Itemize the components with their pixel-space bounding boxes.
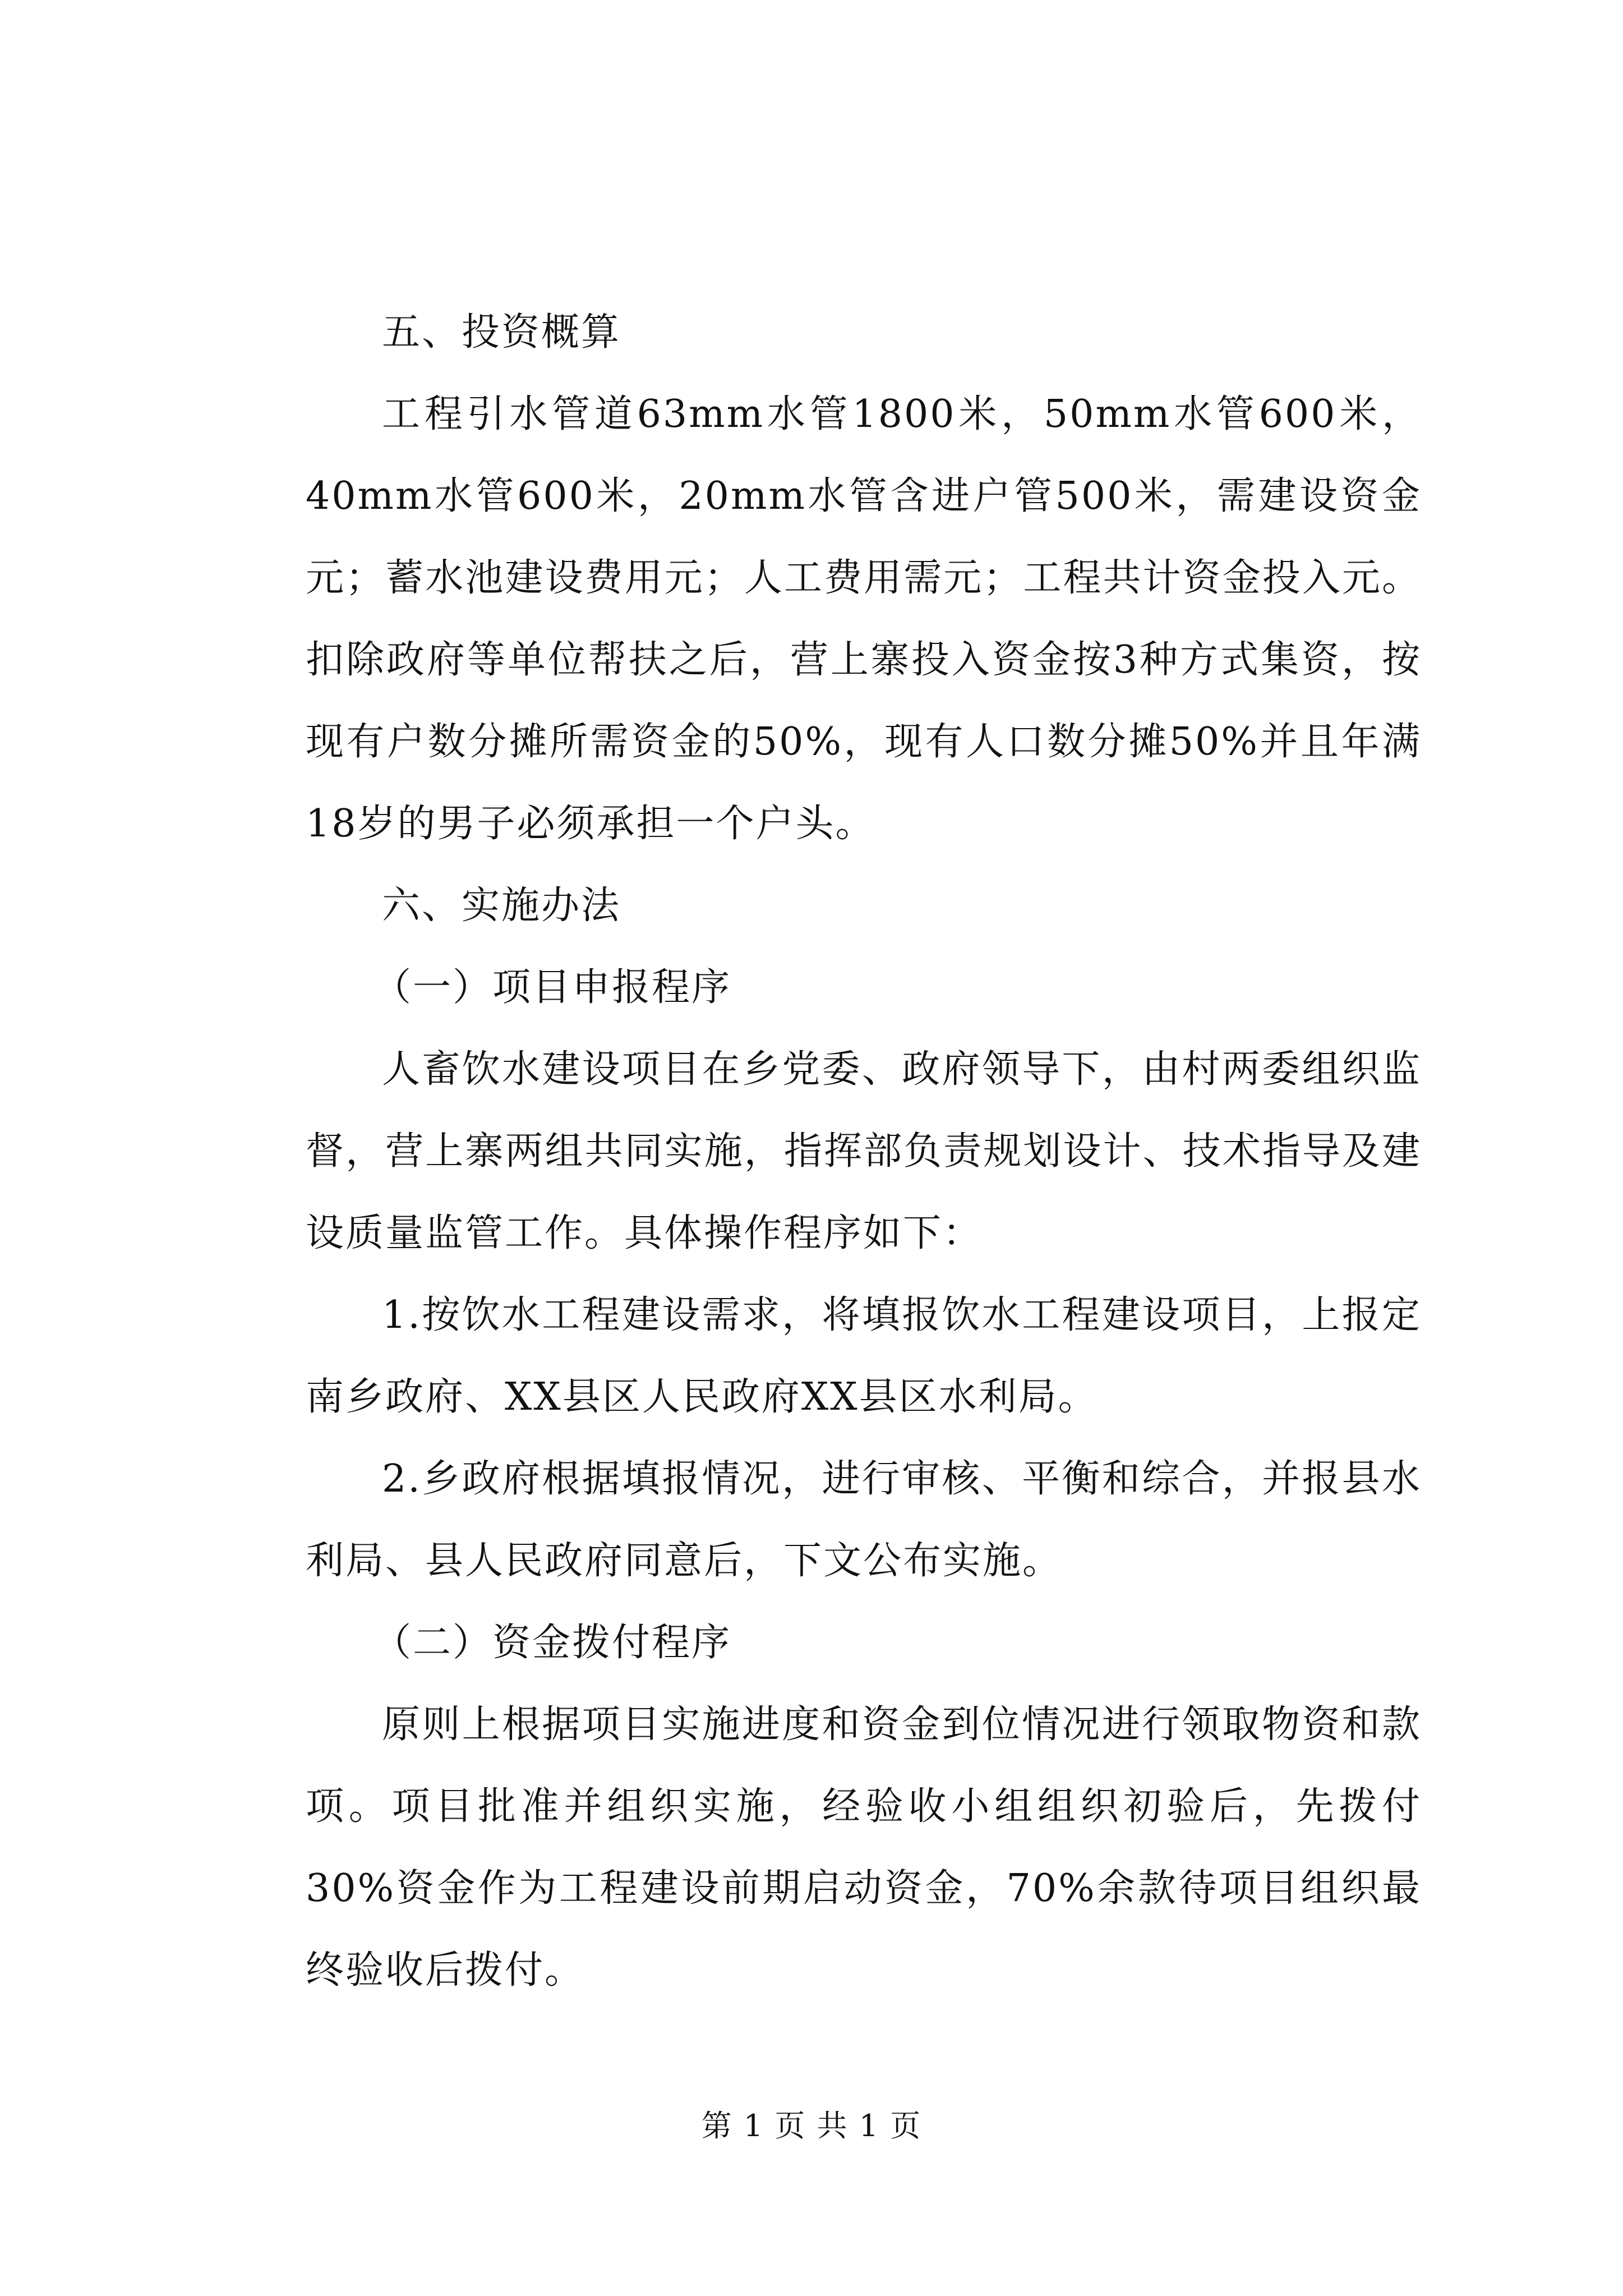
- funding-paragraph: 原则上根据项目实施进度和资金到位情况进行领取物资和款项。项目批准并组织实施，经验收小组组织初验后，先拨付30%资金作为工程建设前期启动资金，70%余款待项目组织最终验收后拨付。: [306, 1703, 1422, 1993]
- section-heading-investment: 五、投资概算: [382, 310, 621, 355]
- procedure-item-1: 1.按饮水工程建设需求，将填报饮水工程建设项目，上报定南乡政府、XX县区人民政府XX县区水利局。: [306, 1293, 1422, 1419]
- document-body: [306, 292, 1422, 2012]
- procedure-item-2: 2.乡政府根据填报情况，进行审核、平衡和综合，并报县水利局、县人民政府同意后，下文公布实施。: [306, 1457, 1422, 1583]
- application-paragraph: 人畜饮水建设项目在乡党委、政府领导下，由村两委组织监督，营上寨两组共同实施，指挥部负责规划设计、技术指导及建设质量监管工作。具体操作程序如下：: [306, 1047, 1422, 1255]
- investment-paragraph: 工程引水管道63mm水管1800米，50mm水管600米，40mm水管600米，20mm水管含进户管500米，需建设资金元；蓄水池建设费用元；人工费用需元；工程共计资金投入元。扣除政府等单位帮扶之后，营上寨投入资金按3种方式集资，按现有户数分摊所需资金的50%，现有人口数分摊50%并且年满18岁的男子必须承担一个户头。: [306, 392, 1422, 846]
- section-heading-implementation: 六、实施办法: [382, 884, 621, 928]
- subsection-heading-application: （一）项目申报程序: [373, 965, 732, 1010]
- page-footer: 第 1 页 共 1 页: [701, 2108, 922, 2143]
- subsection-heading-funding: （二）资金拨付程序: [373, 1621, 732, 1665]
